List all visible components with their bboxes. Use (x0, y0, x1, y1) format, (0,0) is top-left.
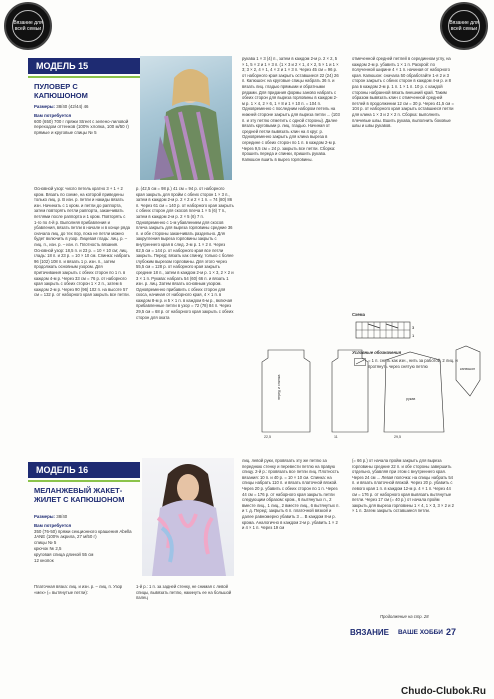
logo-text: Вязание для всей семьи (448, 10, 480, 42)
pattern-schematics (234, 340, 484, 440)
svg-text:11: 11 (334, 435, 338, 439)
divider (28, 76, 140, 78)
need-needles: спицы № 5 (34, 540, 57, 546)
model16-text-col4: (= 66 р.) от начала пройм закрыть для выреза горловины средние 22 п. и обе стороны завершить отдельно, убавляя при этом с внутреннего края. Через 24 см ... Левая полочка: на спицы набрать 54 п. и вязать платочной вязкой. Через 20 р. убавить с левого края 1 п. в каждом 12-м р. 4 × 1 п. Через 44 см = 176 р. от наборного края вывязать вытянутые петли. Через 17 см (= 40 р.) от начала пройм закрыть для выреза горловины 1 × 4, 1 × 3, 3 × 2 и 2 × 1 п. Затем закрыть оставшиеся петли. (352, 458, 454, 514)
model16-photo-art (142, 458, 234, 576)
need-label: Вам потребуется (34, 522, 72, 528)
need-circular: круговая спица длиной 55 см (34, 551, 94, 557)
sizes-value: 38/40 (56, 514, 68, 519)
site-logo-left (4, 2, 52, 50)
model15-text-col3: рукава 1 × 3 (4) п., затем в каждом 2-м р. 2 × 2, 5 × 1, 5 × 2 и 1 × 3 п. (1 × 3 и 2 × 1, 4 × 2, 5 × 1 и 1 × 3; 3 × 2, 4 × 1, 4 × 2 и 1 × 3 п. Через 45 см = 96 р. от наборного края закрыть оставшиеся 22 (24) 26 п. Капюшон: на круговые спицы набрать 36 п. и вязать лиц. гладью прямыми и обратными рядами. Для придания формы заново набрать с обеих сторон для выреза горловины в каждом 2-м р. 1 × 4, 2 × 6, 1 × 8 и 1 × 10 п. = 104 п. Одновременно с последним набором петель на нижней стороне закрыть для выреза петли ... (103 п. и эту петлю отметить с одной стороны). Далее вязать круговыми р. лиц. гладью. Начиная от средней петли вывязать клин на 4 круг. р. Одновременно закрыть для клина выреза в середине с обеих сторон по 1 п. в каждом 2-м р. Через 9,5 см = 24 р. закрыть все петли. Сборка: прошить переда и спинки, пришить рукава. Капюшон вшить в вырез горловины. (242, 56, 340, 162)
model16-title: МЕЛАНЖЕВЫЙ ЖАКЕТ-ЖИЛЕТ С КАПЮШОНОМ (34, 486, 125, 504)
model15-title: ПУЛОВЕР С КАПЮШОНОМ (34, 82, 88, 100)
watermark: Chudo-Clubok.Ru (401, 686, 486, 697)
need-needles: прямые и круговые спицы № 5 (34, 130, 97, 136)
sizes-label: Размеры: (34, 104, 56, 109)
magazine-name: ВЯЗАНИЕ (350, 628, 389, 637)
svg-text:рукав: рукав (406, 397, 416, 401)
logo-text: Вязание для всей семьи (12, 10, 44, 42)
model15-header: МОДЕЛЬ 15 (28, 58, 140, 74)
need-label: Вам потребуется (34, 112, 72, 118)
continue-note: Продолжение на стр. 28 (380, 614, 429, 619)
model16-photo (142, 458, 234, 576)
model15-text-col2: р. (42,5 см = 98 р.) 41 см = 94 р. от наборного края закрыть для пройм с обеих сторон 1 × 3 п., затем в каждом 2-м р. 2 × 2 и 2 × 1 п. = 74 (80) 86 п. Через 61 см = 140 р. от наборного края закрыть с обеих сторон для скосов плеча 1 × 5 (6) 7 п., затем в каждом 2-м р. 2 × 5 (6) 7 п. Одновременно с 1-м убавлением для скосов плеча закрыть для выреза горловины средние 36 п. и обе стороны заканчивать раздельно. Для закругления выреза горловины закрыть с внутреннего края в след. 2-м р. 1 × 2 п. Через 62,5 см = 144 р. от наборного края все петли закрыть. Перед: вязать как спинку, только с более глубоким вырезом горловины. Для этого через 55,5 см = 128 р. от наборного края закрыть средние 18 п., затем в каждом 2-м р. 1 × 3, 2 × 2 и 3 × 1 п. Рукава: набрать 54 (60) 66 п. и вязать 1 изн. р. лиц. Затем вязать основным узором. Одновременно прибавить с обеих сторон для скоса, начиная от наборного края, 4 × 1 п. в каждом 8-м р. и 5 × 1 п. в каждом 6-м р., включая прибавленные петли в узор = 72 (78) 84 п. Через 29,5 см = 68 р. от наборного края закрыть с обеих сторон для оката (136, 186, 234, 320)
scheme-label: Схема (352, 312, 365, 317)
sizes-label: Размеры: (34, 514, 56, 519)
legend-text: = 1 п. снять как изн., нить за работой, 2 лиц. и протянуть через снятую петлю (368, 358, 458, 369)
need-hook: крючок № 2,5 (34, 545, 62, 551)
svg-text:перед и спинка: перед и спинка (277, 374, 281, 400)
svg-text:29,5: 29,5 (394, 435, 401, 439)
svg-text:1: 1 (412, 333, 415, 338)
legend-label: Условные обозначения (352, 350, 402, 355)
model16-header: МОДЕЛЬ 16 (28, 462, 140, 478)
need-yarn: 350 (76-50) пряжи секционного крашения Abella JANE (100% акрила, 27 м/50 г) (34, 528, 132, 540)
model16-materials (34, 514, 134, 563)
model16-text-col2: 1-й р.: 1 п. за задней стенку, не снимая с левой спицы, вывязать петлю, накинуть ее на большой палец (136, 584, 232, 601)
model16-text-col1: Платочная вязка: лиц. и изн. р. – лиц. п. Узор «мех» (= вытянутые петли): (34, 584, 123, 595)
divider (28, 480, 140, 482)
page-number: 27 (446, 627, 457, 637)
model15-text-col1: Основной узор: число петель кратно 3 + 1 + 2 кром. Вязать по схеме, на которой приведены только лиц. р. В изн. р. петли и накиды вязать изн. Начинать с 1 кром. и петли до раппорта, затем повторять петли раппорта, заканчивать петлями после раппорта и 1 кром. Повторять с 1-го по 4-й р. Выполняя прибавления и убавления, вязать петли в начале и в конце ряда сначала лиц. до тех пор, пока не петли можно будет включить в узор. Лицевая гладь: лиц. р. – лиц. п., изн. р. – изн. п. Плотность вязания. Основной узор: 18,5 п. и 23 р. = 10 × 10 см; лиц. гладь: 18 п. и 23 р. = 10 × 10 см. Спинка: набрать 96 (102) 108 п. и вязать 1 р. изн. п., затем продолжать основным узором. Для притачивания закрыть с обеих сторон по 1 п. в каждом 4-м р. Через 33 см = 76 р. от наборного края закрыть с обеих сторон 1 × 2 п., затем в каждом 2-м р. Через 90 (96) 102 п. на высоте 57 см = 132 р. от наборного края закрыть все петли. (34, 186, 130, 298)
svg-text:22,5: 22,5 (264, 435, 271, 439)
sizes-value: 38/40 (42/44) 46 (56, 104, 89, 109)
site-logo-right (440, 2, 488, 50)
need-yarn: 600 (650) 700 г пряжи Street с зелено-лиловой переходом оттенков (100% хлопка, 100 м/50 г) (34, 118, 129, 130)
model15-photo-art (140, 56, 232, 180)
svg-text:3: 3 (412, 325, 415, 330)
model16-text-col3: лиц. левой руки, провязать эту же петлю за переднюю стенку и перевести петлю на правую спицу. 2-й р.: провязать все петли лиц. Плотность вязания: 10 п. и 40 р. = 10 × 10 см. Спинка: на спицы набрать 110 п. и вязать платочной вязкой. Через 20 р. убавить с обеих сторон по 1 п. Через 44 см = 176 р. от наборного края закрыть петли следующим образом: кром., 6 вытянутых п., 2 вместе лиц., 1 лиц., 2 вместе лиц., 6 вытянутых п. и т. д. Перед: закрыть 6 п. платочной вязкой и далее равномерно убавить 3 ... В каждом 8-м р. крома. Аналогично в каждом 2-м р. убавить 1 × 2 и 4 × 1 п. Через 19 см (242, 458, 340, 531)
magazine-subtitle: ВАШЕ ХОББИ (398, 629, 443, 636)
model15-materials (34, 104, 134, 136)
model15-text-col4: отмеченной средней петлей в серединном углу, на каждом 2-м р. убавить 1 × 1 п. Раскрой: по полученной ширине 4 × 1 п. начиная от наборного края. Капюшон: сначала 50 обработайте 1-я 2 и 3 сторон закрыть с обеих сторон в каждом 4-м р. и 8 раз в каждом 2-м р. 1 п. 1 × 1 п. 10 р. с каждой стороны набранной вязать внешний край. Таким образом вывязать клин с отмеченной средней петлей в продолжении 12 см = 30 р. Через 41,5 см = 104 р. от наборного края закрыть оставшиеся петли для клина 1 × 3 и 2 × 2 п. Сборка: выполнить плечевые швы. Вшить рукава, выполнить боковые швы и швы рукавов. (352, 56, 454, 129)
model15-photo (140, 56, 232, 180)
svg-text:капюшон: капюшон (460, 367, 476, 371)
need-buttons: 12 кнопок (34, 557, 54, 563)
